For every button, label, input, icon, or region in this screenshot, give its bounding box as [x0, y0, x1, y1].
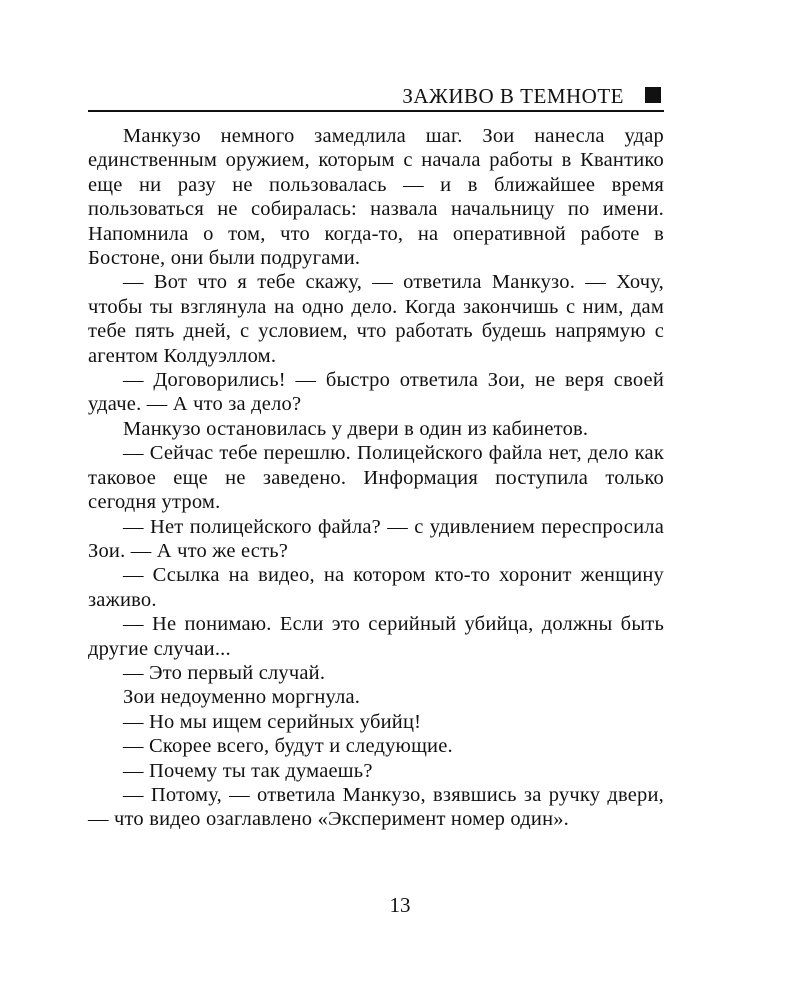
paragraph: Зои недоуменно моргнула.	[123, 686, 361, 709]
paragraph: — Нет полицейского файла? — с удивлением переспросила Зои. — А что же есть?	[88, 515, 664, 562]
paragraph: — Почему ты так думаешь?	[123, 759, 373, 782]
paragraph: — Но мы ищем серийных убийц!	[123, 710, 422, 733]
paragraph: — Сейчас тебе перешлю. Полицейского файла нет, дело как таковое еще не заведено. Информация поступила только сегодня утром.	[88, 442, 664, 514]
paragraph: — Скорее всего, будут и следующие.	[123, 735, 453, 758]
paragraph: Манкузо немного замедлила шаг. Зои нанесла удар единственным оружием, которым с начала работы в Квантико еще ни разу не пользовалась — и в ближайшее время пользоваться не собиралась: назвала начальницу по имени. Напомнила о том, что когда-то, на оперативной работе в Бостоне, они были подругами.	[88, 125, 664, 270]
running-head	[88, 82, 664, 112]
paragraph: Манкузо остановилась у двери в один из кабинетов.	[123, 417, 589, 440]
paragraph: — Вот что я тебе скажу, — ответила Манкузо. — Хочу, чтобы ты взглянула на одно дело. Когда закончишь с ним, дам тебе пять дней, с условием, что работать будешь напрямую с агентом Колдуэллом.	[88, 271, 664, 367]
body-text	[88, 124, 664, 832]
paragraph: — Договорились! — быстро ответила Зои, не веря своей удаче. — А что за дело?	[88, 369, 664, 416]
black-square-icon	[645, 87, 661, 103]
paragraph: — Ссылка на видео, на котором кто-то хоронит женщину заживо.	[88, 564, 664, 611]
paragraph: — Это первый случай.	[123, 661, 326, 684]
paragraph: — Не понимаю. Если это серийный убийца, должны быть другие случаи...	[88, 613, 664, 660]
paragraph: — Потому, — ответила Манкузо, взявшись за ручку двери, — что видео озаглавлено «Эксперимент номер один».	[88, 783, 664, 831]
book-title: ЗАЖИВО В ТЕМНОТЕ	[402, 84, 624, 108]
page-number: 13	[389, 893, 411, 917]
